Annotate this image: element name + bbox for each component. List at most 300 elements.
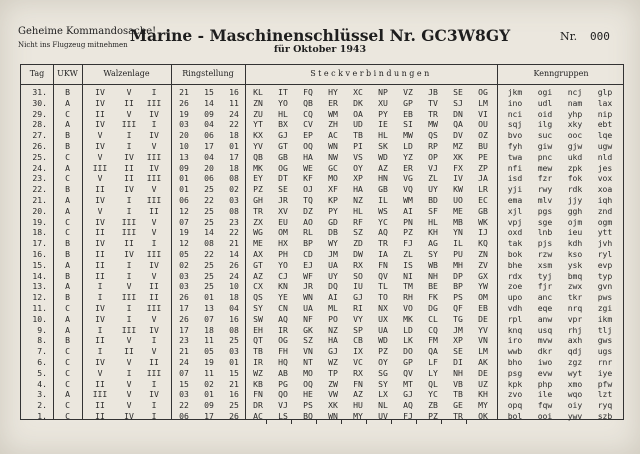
- ukw-cell: C: [65, 108, 70, 119]
- plug-pair-cell: BQ: [303, 411, 313, 421]
- plug-pair-cell: SE: [453, 87, 463, 97]
- plug-pair-cell: TM: [403, 281, 413, 292]
- kenngruppe-cell: xjl: [507, 205, 523, 216]
- rotor-cell: III: [146, 303, 162, 313]
- plug-pair-cell: WK: [478, 216, 488, 227]
- kenngruppe-cell: znd: [597, 205, 613, 216]
- kenngruppe-cell: iye: [597, 367, 613, 378]
- plug-pair-cell: IU: [353, 281, 363, 292]
- plug-pair-cell: AC: [328, 130, 338, 141]
- kenngruppe-cell: rnr: [597, 357, 613, 367]
- kenngruppe-cell: jes: [597, 162, 613, 173]
- table-row: [21, 325, 625, 336]
- ukw-cell: C: [65, 367, 70, 378]
- ring-cell: 21: [179, 87, 189, 97]
- tick-mark: [266, 419, 267, 424]
- plug-pair-cell: SE: [453, 346, 463, 357]
- ring-cell: 22: [204, 195, 214, 205]
- ukw-cell: B: [65, 270, 70, 281]
- plug-pair-cell: SO: [353, 270, 363, 281]
- plug-pair-cell: UZ: [478, 378, 488, 389]
- rotor-cell: IV: [95, 97, 105, 108]
- plug-pair-cell: NZ: [328, 324, 338, 335]
- plug-pair-cell: UD: [353, 119, 363, 130]
- rotor-cell: I: [126, 259, 132, 270]
- plug-pair-cell: OG: [278, 335, 288, 346]
- plug-pair-cell: ZL: [428, 173, 438, 184]
- rotor-cell: I: [97, 292, 103, 303]
- ring-cell: 25: [204, 205, 214, 216]
- kenngruppe-cell: bhe: [507, 259, 523, 270]
- ring-cell: 19: [179, 108, 189, 119]
- plug-pair-cell: AI: [328, 292, 338, 303]
- rotor-cell: I: [126, 313, 132, 324]
- kenngruppe-cell: mvw: [537, 335, 553, 346]
- kenngruppe-cell: gws: [597, 335, 613, 346]
- plug-pair-cell: TR: [253, 205, 263, 216]
- plug-pair-cell: VG: [403, 173, 413, 184]
- rotor-cell: IV: [95, 303, 105, 313]
- kenngruppe-cell: bho: [507, 357, 523, 367]
- plug-pair-cell: CB: [353, 335, 363, 346]
- plug-pair-cell: GJ: [328, 346, 338, 357]
- kenngruppe-cell: fjr: [537, 281, 553, 292]
- kenngruppe-cell: oxd: [507, 227, 523, 238]
- kenngruppe-cell: ooc: [567, 130, 583, 141]
- ukw-cell: A: [65, 97, 70, 108]
- ukw-cell: C: [65, 151, 70, 162]
- rotor-cell: III: [146, 195, 162, 205]
- day-cell: 27.: [32, 130, 47, 141]
- plug-pair-cell: HE: [303, 389, 313, 400]
- plug-pair-cell: NF: [303, 313, 313, 324]
- ring-cell: 24: [179, 357, 189, 367]
- ring-cell: 08: [229, 324, 239, 335]
- plug-pair-cell: QB: [253, 151, 263, 162]
- plug-pair-cell: XK: [328, 400, 338, 411]
- kenngruppe-cell: zpk: [567, 162, 583, 173]
- kenngruppe-cell: ogm: [597, 216, 613, 227]
- kenngruppe-cell: jjy: [567, 195, 583, 205]
- ukw-cell: A: [65, 259, 70, 270]
- ring-cell: 14: [229, 249, 239, 259]
- rotor-cell: II: [149, 205, 159, 216]
- plug-pair-cell: DO: [403, 346, 413, 357]
- column-header-walzenlage: Walzenlage: [103, 69, 150, 78]
- ukw-cell: C: [65, 303, 70, 313]
- plug-pair-cell: IT: [278, 87, 288, 97]
- tick-mark: [366, 419, 367, 424]
- kenngruppe-cell: ogi: [537, 87, 553, 97]
- rotor-cell: V: [151, 216, 157, 227]
- plug-pair-cell: PH: [278, 249, 288, 259]
- plug-pair-cell: CN: [278, 303, 288, 313]
- rotor-cell: V: [151, 184, 157, 195]
- plug-pair-cell: AZ: [253, 270, 263, 281]
- rotor-cell: I: [97, 324, 103, 335]
- kenngruppe-cell: nam: [567, 97, 583, 108]
- plug-pair-cell: AK: [478, 357, 488, 367]
- kenngruppe-cell: zoe: [507, 281, 523, 292]
- kenngruppe-cell: ojm: [567, 216, 583, 227]
- plug-pair-cell: FJ: [403, 411, 413, 421]
- rotor-cell: V: [151, 346, 157, 357]
- plug-pair-cell: OJ: [303, 184, 313, 195]
- rotor-cell: IV: [149, 108, 159, 119]
- plug-pair-cell: QS: [253, 292, 263, 303]
- rotor-cell: V: [126, 108, 132, 119]
- rotor-cell: IV: [95, 313, 105, 324]
- plug-pair-cell: UA: [303, 303, 313, 313]
- plug-pair-cell: CV: [303, 119, 313, 130]
- plug-pair-cell: RP: [428, 141, 438, 151]
- plug-pair-cell: IL: [378, 195, 388, 205]
- kenngruppe-cell: zgz: [567, 357, 583, 367]
- plug-pair-cell: LM: [478, 346, 488, 357]
- plug-pair-cell: HU: [353, 400, 363, 411]
- plug-pair-cell: PG: [278, 378, 288, 389]
- kenngruppe-cell: wwb: [507, 346, 523, 357]
- plug-pair-cell: TG: [453, 313, 463, 324]
- ring-cell: 19: [179, 227, 189, 238]
- plug-pair-cell: XP: [453, 335, 463, 346]
- rotor-cell: IV: [95, 238, 105, 249]
- plug-pair-cell: WZ: [253, 367, 263, 378]
- ring-cell: 26: [179, 292, 189, 303]
- plug-pair-cell: NH: [453, 367, 463, 378]
- rotor-cell: IV: [149, 324, 159, 335]
- rotor-cell: IV: [124, 151, 134, 162]
- ukw-cell: B: [65, 238, 70, 249]
- tick-mark: [441, 419, 442, 424]
- plug-pair-cell: LX: [378, 389, 388, 400]
- plug-pair-cell: PE: [478, 151, 488, 162]
- kenngruppe-cell: pfw: [597, 378, 613, 389]
- plug-pair-cell: WF: [303, 270, 313, 281]
- ukw-cell: A: [65, 195, 70, 205]
- ring-cell: 11: [204, 367, 214, 378]
- plug-pair-cell: OG: [278, 162, 288, 173]
- plug-pair-cell: DB: [328, 227, 338, 238]
- table-row: [21, 346, 625, 357]
- ring-cell: 18: [229, 292, 239, 303]
- rotor-cell: I: [151, 119, 157, 130]
- plug-pair-cell: DR: [253, 400, 263, 411]
- plug-pair-cell: OM: [478, 292, 488, 303]
- table-row: [21, 411, 625, 422]
- ring-cell: 12: [179, 238, 189, 249]
- ring-cell: 02: [179, 259, 189, 270]
- plug-pair-cell: KQ: [478, 238, 488, 249]
- rotor-cell: IV: [124, 249, 134, 259]
- kenngruppe-cell: ugw: [597, 141, 613, 151]
- plug-pair-cell: CX: [253, 281, 263, 292]
- ring-cell: 03: [179, 119, 189, 130]
- ukw-cell: C: [65, 400, 70, 411]
- plug-pair-cell: VY: [353, 313, 363, 324]
- plug-pair-cell: JM: [328, 249, 338, 259]
- plug-pair-cell: UV: [378, 411, 388, 421]
- table-row: [21, 163, 625, 174]
- plug-pair-cell: GT: [253, 259, 263, 270]
- ukw-cell: C: [65, 216, 70, 227]
- rotor-cell: I: [126, 130, 132, 141]
- rotor-cell: III: [146, 249, 162, 259]
- plug-pair-cell: SK: [378, 141, 388, 151]
- plug-pair-cell: TR: [378, 238, 388, 249]
- plug-pair-cell: AC: [253, 411, 263, 421]
- plug-pair-cell: AQ: [278, 313, 288, 324]
- plug-pair-cell: OP: [428, 151, 438, 162]
- kenngruppe-cell: lqe: [597, 130, 613, 141]
- ring-cell: 03: [179, 281, 189, 292]
- rotor-cell: IV: [95, 141, 105, 151]
- day-cell: 23.: [32, 173, 47, 184]
- kenngruppe-cell: rdx: [507, 270, 523, 281]
- kenngruppe-cell: upo: [507, 292, 523, 303]
- kenngruppe-cell: kdh: [567, 238, 583, 249]
- ring-cell: 14: [204, 227, 214, 238]
- plug-pair-cell: ZP: [478, 162, 488, 173]
- plug-pair-cell: IV: [453, 173, 463, 184]
- rotor-cell: V: [151, 270, 157, 281]
- plug-pair-cell: OM: [278, 227, 288, 238]
- kenngruppe-cell: kpk: [507, 378, 523, 389]
- rotor-cell: V: [126, 357, 132, 367]
- table-row: [21, 335, 625, 346]
- plug-pair-cell: SZ: [353, 227, 363, 238]
- plug-pair-cell: KH: [478, 389, 488, 400]
- ring-cell: 06: [179, 195, 189, 205]
- kenngruppe-cell: wqo: [567, 389, 583, 400]
- kenngruppe-cell: nip: [597, 108, 613, 119]
- kenngruppe-cell: rzw: [537, 249, 553, 259]
- plug-pair-cell: PS: [303, 400, 313, 411]
- ring-cell: 02: [229, 184, 239, 195]
- plug-pair-cell: GE: [453, 400, 463, 411]
- day-cell: 12.: [32, 292, 47, 303]
- rotor-cell: II: [95, 378, 105, 389]
- ukw-cell: B: [65, 141, 70, 151]
- plug-pair-cell: TR: [428, 108, 438, 119]
- day-cell: 8.: [37, 335, 47, 346]
- plug-pair-cell: PI: [353, 141, 363, 151]
- plug-pair-cell: BP: [303, 238, 313, 249]
- plug-pair-cell: LR: [478, 184, 488, 195]
- kenngruppe-cell: szb: [597, 411, 613, 421]
- ring-cell: 10: [229, 281, 239, 292]
- plug-pair-cell: KF: [303, 173, 313, 184]
- ring-cell: 25: [229, 335, 239, 346]
- rotor-cell: II: [95, 249, 105, 259]
- kenngruppe-cell: zwx: [567, 281, 583, 292]
- kenngruppe-cell: ggh: [567, 205, 583, 216]
- ring-cell: 15: [229, 367, 239, 378]
- ring-cell: 09: [204, 400, 214, 411]
- kenngruppe-cell: bol: [507, 411, 523, 421]
- plug-pair-cell: ME: [453, 205, 463, 216]
- rotor-cell: IV: [149, 162, 159, 173]
- plug-pair-cell: MT: [403, 378, 413, 389]
- kenngruppe-cell: gjw: [567, 141, 583, 151]
- kenngruppe-cell: xsm: [537, 259, 553, 270]
- rotor-cell: II: [149, 357, 159, 367]
- plug-pair-cell: PY: [378, 108, 388, 119]
- ring-cell: 15: [179, 378, 189, 389]
- plug-pair-cell: UY: [328, 270, 338, 281]
- kenngruppe-cell: sqj: [507, 119, 523, 130]
- plug-pair-cell: LF: [428, 357, 438, 367]
- plug-pair-cell: GB: [378, 184, 388, 195]
- ring-cell: 04: [204, 151, 214, 162]
- kenngruppe-cell: ukd: [567, 151, 583, 162]
- ring-cell: 13: [204, 303, 214, 313]
- rotor-cell: I: [151, 411, 157, 421]
- rotor-cell: II: [95, 411, 105, 421]
- ring-cell: 10: [179, 141, 189, 151]
- number-value: 000: [590, 30, 610, 43]
- rotor-cell: V: [126, 400, 132, 411]
- rotor-cell: IV: [95, 119, 105, 130]
- plug-pair-cell: ZN: [253, 97, 263, 108]
- tick-mark: [291, 419, 292, 424]
- plug-pair-cell: UY: [428, 184, 438, 195]
- rotor-cell: I: [151, 87, 157, 97]
- tick-mark: [341, 419, 342, 424]
- plug-pair-cell: VW: [328, 389, 338, 400]
- plug-pair-cell: ER: [403, 162, 413, 173]
- plug-pair-cell: UA: [378, 324, 388, 335]
- column-header-kenngruppen: Kenngruppen: [533, 69, 589, 78]
- rotor-cell: II: [95, 400, 105, 411]
- ring-cell: 22: [229, 227, 239, 238]
- table-row: [21, 292, 625, 303]
- rotor-cell: II: [124, 238, 134, 249]
- kenngruppe-cell: ytt: [597, 227, 613, 238]
- plug-pair-cell: ZL: [403, 249, 413, 259]
- plug-pair-cell: ZW: [328, 378, 338, 389]
- plug-pair-cell: RF: [353, 216, 363, 227]
- ring-cell: 20: [204, 162, 214, 173]
- plug-pair-cell: UX: [378, 313, 388, 324]
- plug-pair-cell: NL: [378, 400, 388, 411]
- kenngruppe-cell: evw: [537, 367, 553, 378]
- plug-pair-cell: CJ: [278, 270, 288, 281]
- kenngruppe-cell: ryl: [597, 249, 613, 259]
- ukw-cell: B: [65, 249, 70, 259]
- day-cell: 22.: [32, 184, 47, 195]
- kenngruppe-cell: knq: [507, 324, 523, 335]
- day-cell: 15.: [32, 259, 47, 270]
- ring-cell: 13: [179, 151, 189, 162]
- rotor-cell: V: [126, 389, 132, 400]
- ring-cell: 20: [179, 130, 189, 141]
- kenngruppe-cell: tyj: [537, 270, 553, 281]
- ukw-cell: C: [65, 227, 70, 238]
- ring-cell: 17: [229, 151, 239, 162]
- plug-pair-cell: VB: [453, 378, 463, 389]
- rotor-cell: II: [149, 292, 159, 303]
- kenngruppe-cell: tak: [507, 238, 523, 249]
- ring-cell: 25: [229, 400, 239, 411]
- ring-cell: 16: [229, 389, 239, 400]
- plug-pair-cell: IX: [353, 346, 363, 357]
- plug-pair-cell: GJ: [278, 130, 288, 141]
- ukw-cell: C: [65, 378, 70, 389]
- day-cell: 26.: [32, 141, 47, 151]
- ring-cell: 24: [229, 108, 239, 119]
- kenngruppe-cell: twa: [507, 151, 523, 162]
- plug-pair-cell: EH: [253, 324, 263, 335]
- plug-pair-cell: DP: [453, 270, 463, 281]
- kenngruppe-cell: ooi: [537, 411, 553, 421]
- day-cell: 25.: [32, 151, 47, 162]
- plug-pair-cell: TB: [253, 346, 263, 357]
- plug-pair-cell: HQ: [278, 357, 288, 367]
- plug-pair-cell: BP: [453, 281, 463, 292]
- table-row: [21, 173, 625, 184]
- plug-pair-cell: AQ: [403, 400, 413, 411]
- ring-cell: 08: [229, 173, 239, 184]
- plug-pair-cell: DK: [353, 97, 363, 108]
- plug-pair-cell: BX: [278, 119, 288, 130]
- plug-pair-cell: IE: [378, 119, 388, 130]
- plug-pair-cell: PU: [453, 249, 463, 259]
- sheet-title: Marine - Maschinenschlüssel Nr. GC3W8GY: [129, 26, 511, 45]
- plug-pair-cell: VC: [353, 357, 363, 367]
- plug-pair-cell: NT: [303, 357, 313, 367]
- ring-cell: 07: [179, 367, 189, 378]
- plug-pair-cell: QL: [428, 378, 438, 389]
- ukw-cell: C: [65, 346, 70, 357]
- ring-cell: 03: [229, 195, 239, 205]
- plug-pair-cell: WN: [328, 411, 338, 421]
- ring-cell: 25: [204, 216, 214, 227]
- plug-pair-cell: FN: [378, 259, 388, 270]
- kenngruppe-cell: ryq: [597, 400, 613, 411]
- ring-cell: 26: [229, 259, 239, 270]
- plug-pair-cell: NZ: [353, 195, 363, 205]
- kenngruppe-cell: bmq: [567, 270, 583, 281]
- rotor-cell: IV: [124, 184, 134, 195]
- kenngruppe-cell: iro: [507, 335, 523, 346]
- rotor-cell: IV: [95, 195, 105, 205]
- table-row: [21, 141, 625, 152]
- plug-pair-cell: LS: [278, 411, 288, 421]
- plug-pair-cell: CQ: [428, 324, 438, 335]
- kenngruppe-cell: opq: [507, 400, 523, 411]
- plug-pair-cell: OG: [478, 87, 488, 97]
- kenngruppe-cell: axh: [567, 335, 583, 346]
- rotor-cell: III: [146, 367, 162, 378]
- plug-pair-cell: GP: [403, 357, 413, 367]
- plug-pair-cell: DI: [453, 357, 463, 367]
- rotor-cell: V: [97, 151, 103, 162]
- ring-cell: 22: [229, 119, 239, 130]
- plug-pair-cell: SE: [278, 184, 288, 195]
- ring-cell: 09: [204, 108, 214, 119]
- table-row: [21, 260, 625, 271]
- rotor-cell: V: [126, 335, 132, 346]
- plug-pair-cell: HA: [328, 335, 338, 346]
- ring-cell: 01: [179, 173, 189, 184]
- plug-pair-cell: VN: [303, 346, 313, 357]
- ring-cell: 18: [229, 162, 239, 173]
- plug-pair-cell: FN: [253, 389, 263, 400]
- plug-pair-cell: TB: [353, 130, 363, 141]
- ukw-cell: A: [65, 389, 70, 400]
- kenngruppe-cell: nci: [507, 108, 523, 119]
